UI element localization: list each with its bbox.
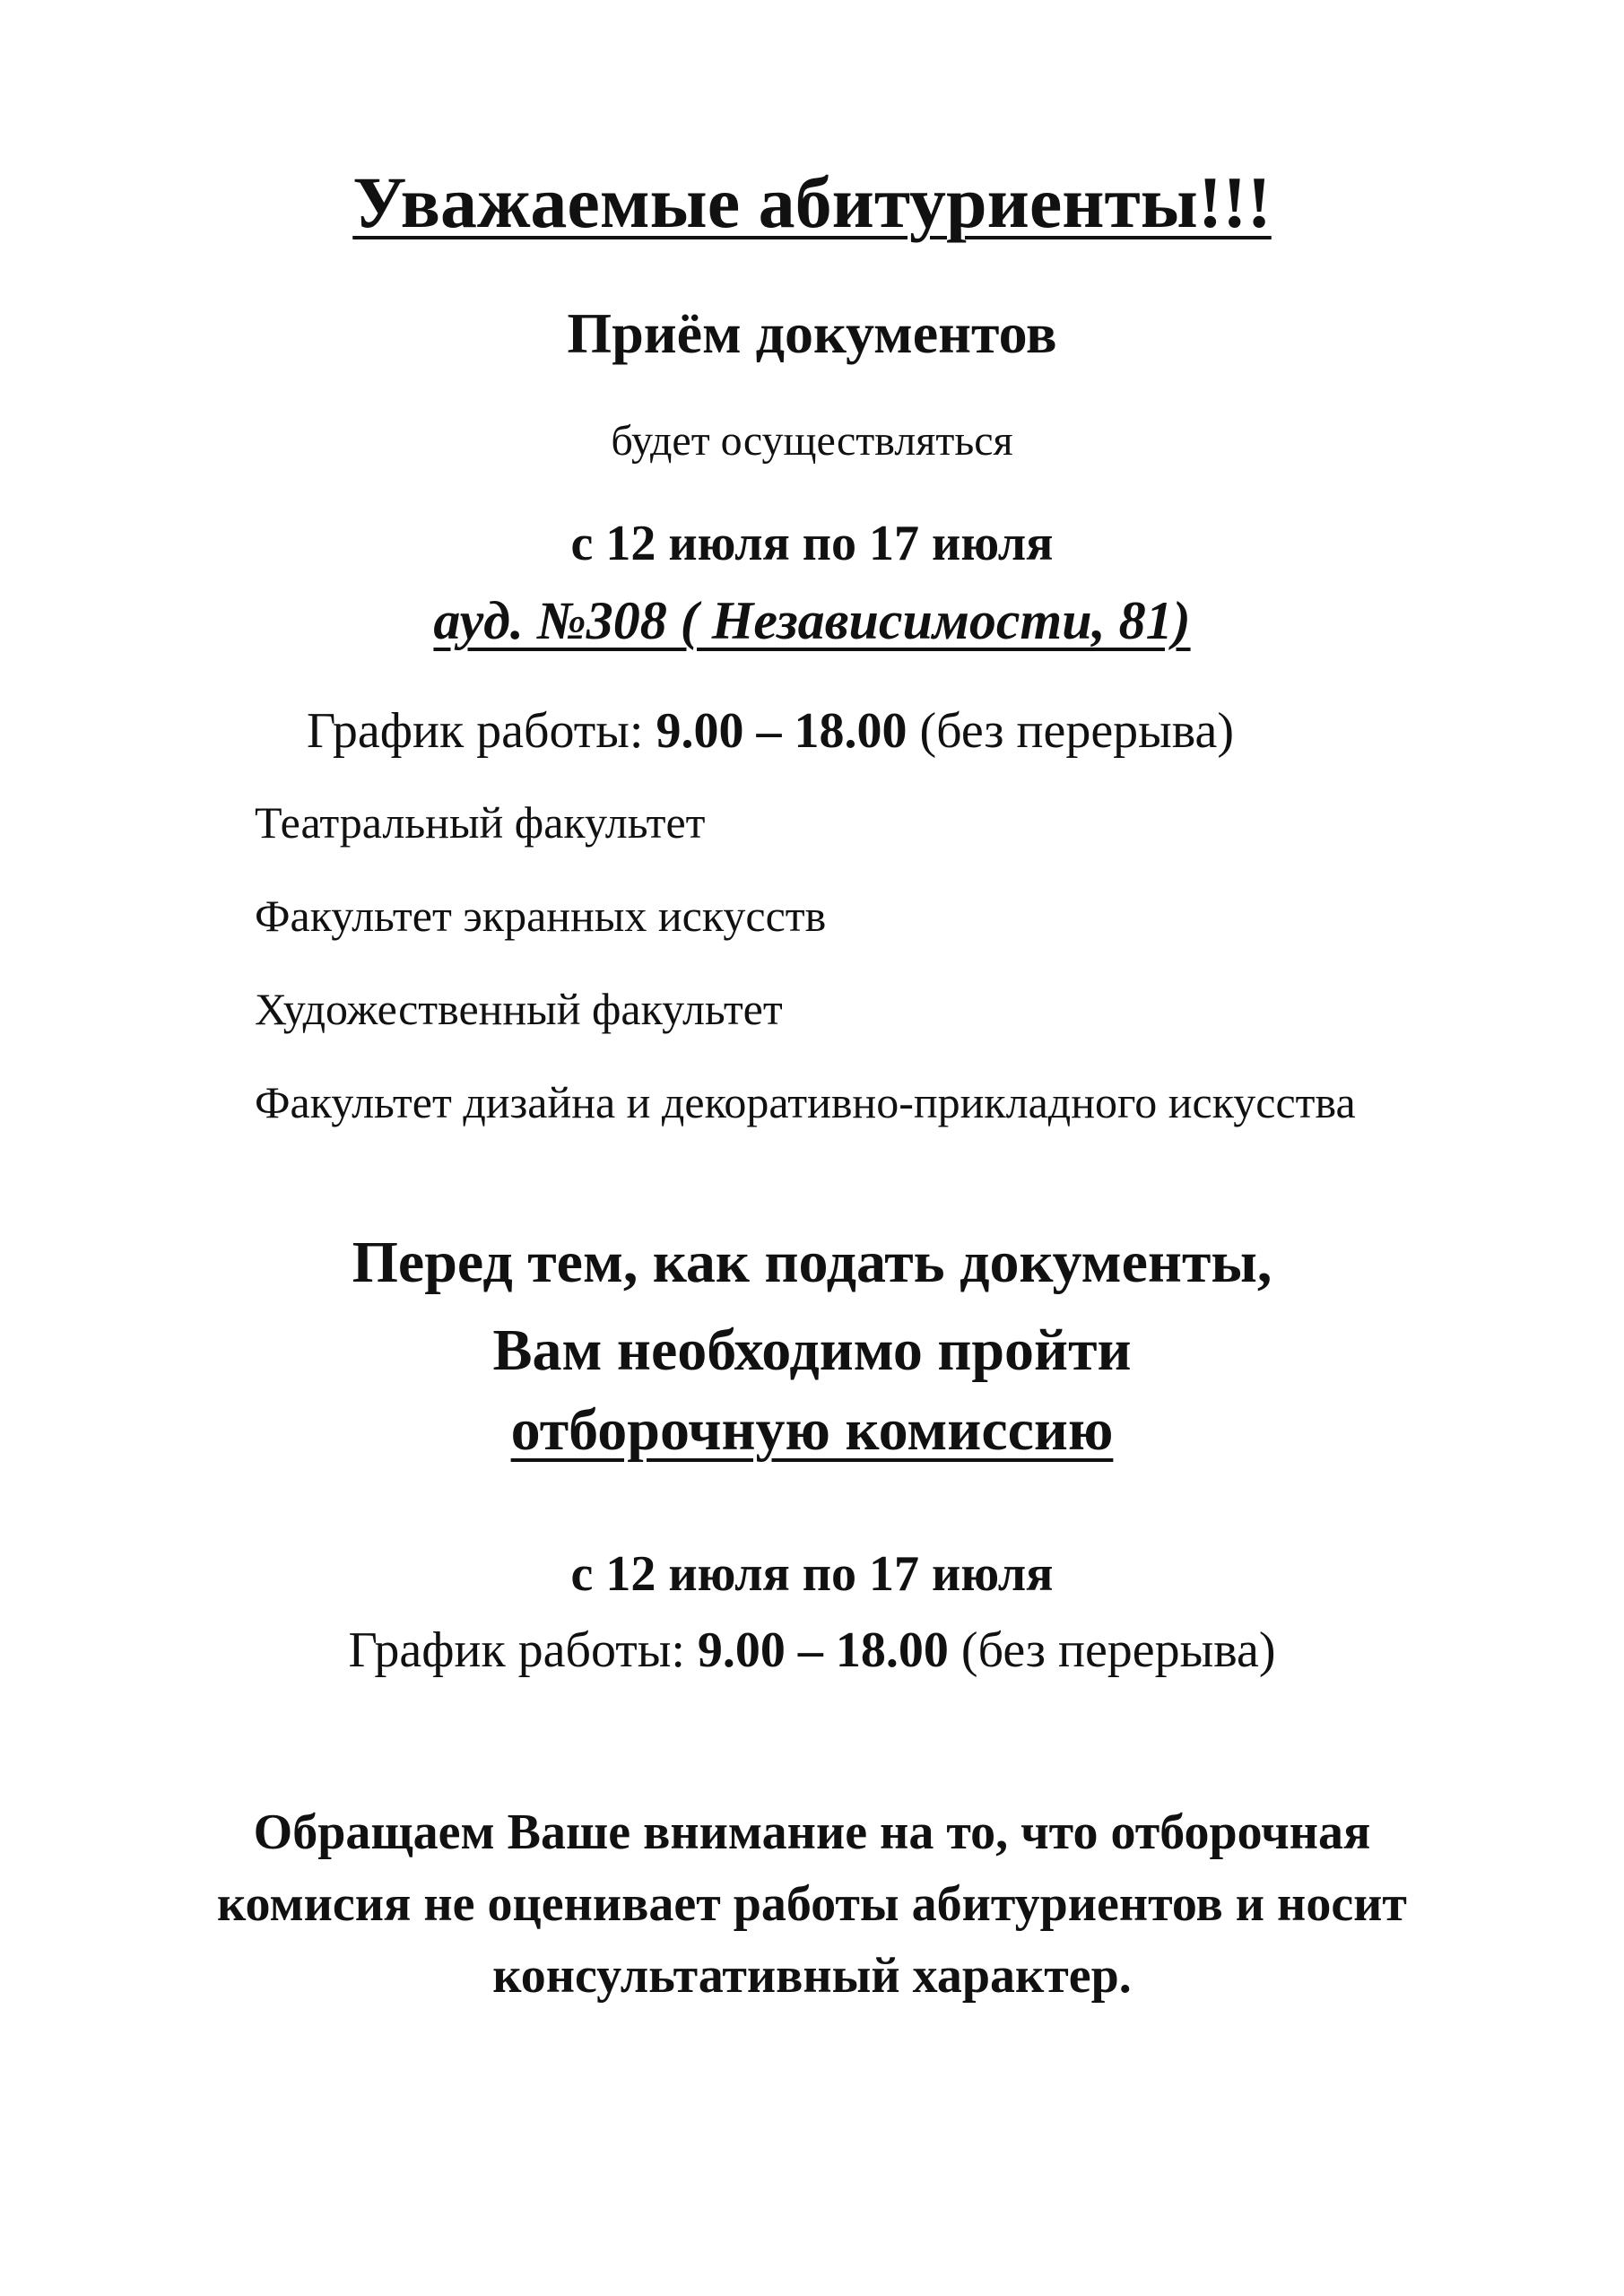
- subtitle-note: будет осуществляться: [611, 417, 1013, 465]
- selection-heading-line1: Перед тем, как подать документы,: [352, 1230, 1272, 1295]
- selection-heading-line2: Вам необходимо пройти: [492, 1318, 1132, 1383]
- selection-dates: с 12 июля по 17 июля: [570, 1546, 1054, 1602]
- notice-line3: консультативный характер.: [492, 1948, 1132, 2004]
- subtitle: Приём документов: [567, 301, 1057, 365]
- schedule-label: График работы:: [307, 703, 656, 759]
- selection-schedule: [0, 1622, 1624, 1678]
- faculty-item: Художественный факультет: [255, 984, 783, 1034]
- notice-line2: комисия не оценивает работы абитуриентов и носит: [217, 1876, 1407, 1932]
- schedule-label: График работы:: [348, 1622, 698, 1678]
- admission-dates: с 12 июля по 17 июля: [570, 516, 1054, 571]
- schedule-note: (без перерыва): [907, 703, 1235, 759]
- admission-room: ауд. №308 ( Независимости, 81): [433, 591, 1191, 650]
- page-title: Уважаемые абитуриенты!!!: [352, 161, 1272, 243]
- notice-line1: Обращаем Ваше внимание на то, что отборочная: [253, 1805, 1371, 1860]
- admission-schedule: [307, 703, 1235, 759]
- selection-heading-line3: отборочную комиссию: [510, 1397, 1114, 1463]
- schedule-note: (без перерыва): [948, 1622, 1276, 1678]
- faculty-item: Факультет дизайна и декоративно-прикладного искусства: [255, 1077, 1356, 1127]
- schedule-hours: 9.00 – 18.00: [656, 703, 908, 759]
- schedule-hours: 9.00 – 18.00: [697, 1622, 949, 1678]
- faculty-item: Театральный факультет: [255, 797, 706, 848]
- faculty-item: Факультет экранных искусств: [255, 891, 827, 941]
